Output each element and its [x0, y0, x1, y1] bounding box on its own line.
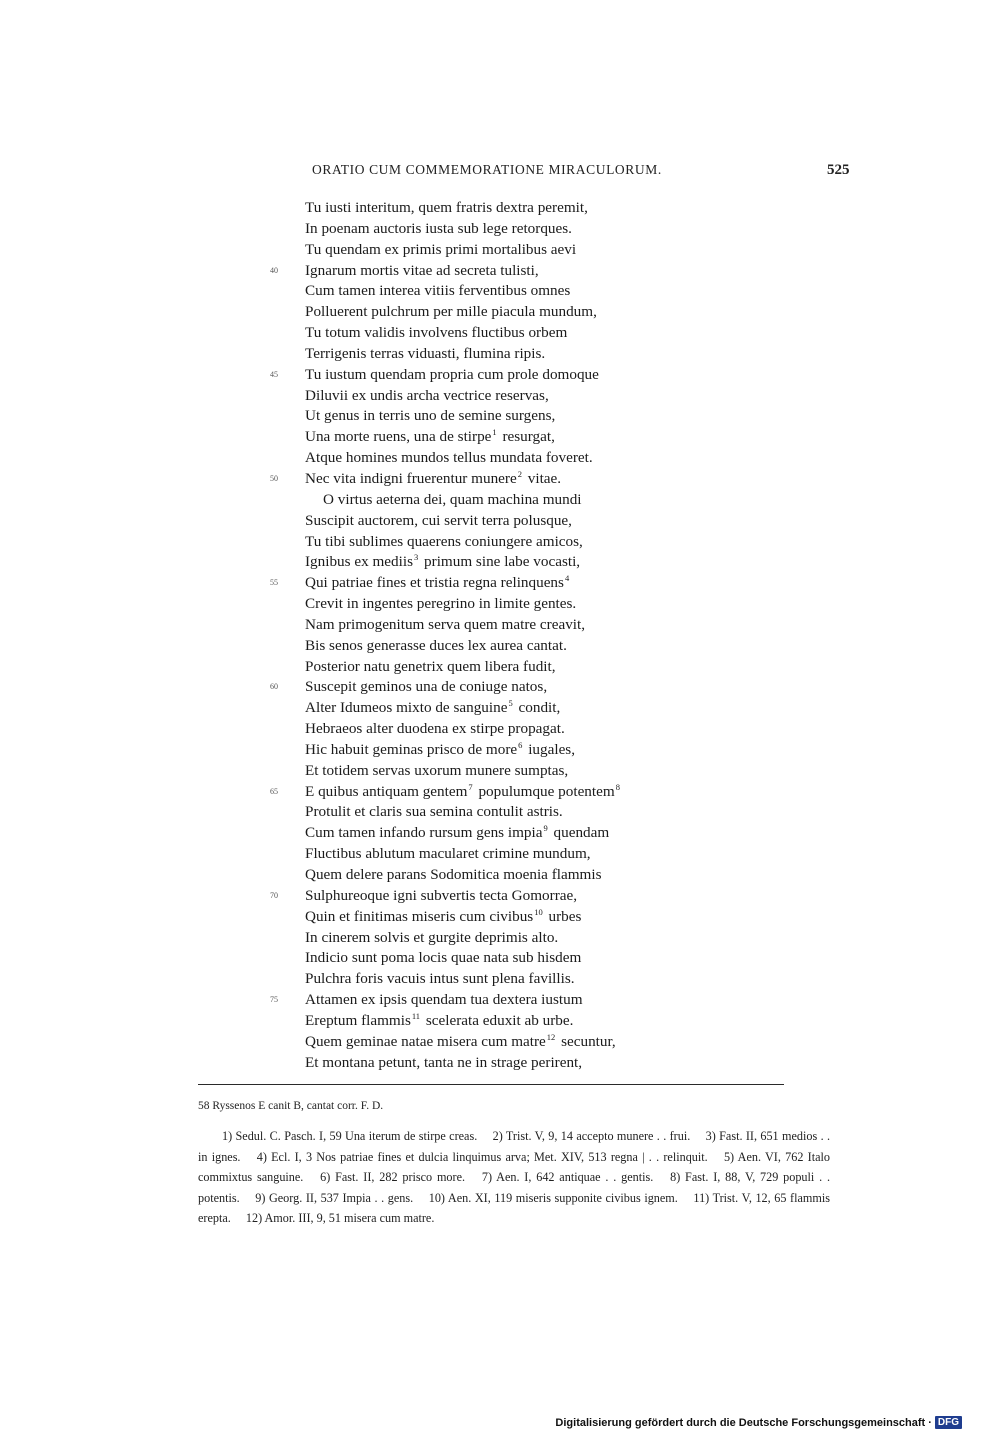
- verse-text: Terrigenis terras viduasti, flumina ripis.: [305, 344, 546, 362]
- footnote-ref: 7: [468, 781, 473, 792]
- footnote: 12) Amor. III, 9, 51 misera cum matre.: [245, 1211, 435, 1226]
- footnote-separator: [198, 1084, 784, 1085]
- verse-line: [270, 719, 790, 740]
- footnote: 8) Fast. I, 88, V, 729 populi . . potentis.: [198, 1170, 830, 1205]
- verse-text: Indicio sunt poma locis quae nata sub hisdem: [305, 949, 582, 967]
- verse-line: [270, 302, 790, 323]
- verse-line: [270, 1032, 790, 1053]
- verse-text: Cum tamen interea vitiis ferventibus omnes: [305, 282, 571, 300]
- footnote-ref: 8: [615, 781, 620, 792]
- verse-text: Hic habuit geminas prisco de more: [305, 740, 518, 758]
- line-number: 75: [270, 995, 278, 1005]
- verse-line: [270, 740, 790, 761]
- verse-line: [270, 323, 790, 344]
- footnote-ref: 9: [543, 823, 548, 834]
- verse-text: In poenam auctoris iusta sub lege retorques.: [305, 219, 572, 237]
- verse-line: [270, 406, 790, 427]
- verse-text: Ereptum flammis: [305, 1011, 411, 1029]
- verse-line: [270, 573, 790, 594]
- verse-line: [270, 448, 790, 469]
- line-number: 45: [270, 369, 278, 379]
- verse-text: O virtus aeterna dei, quam machina mundi: [323, 490, 582, 508]
- verse-text: Fluctibus ablutum macularet crimine mundum,: [305, 845, 591, 863]
- footnote-ref: 10: [534, 906, 543, 917]
- verse-text: Tu iustum quendam propria cum prole domoque: [305, 365, 599, 383]
- digitization-credit: Digitalisierung gefördert durch die Deutsche Forschungsgemeinschaft · DFG: [555, 1416, 962, 1429]
- verse-line: [270, 552, 790, 573]
- verse-text: Alter Idumeos mixto de sanguine: [305, 699, 508, 717]
- verse-line: [270, 219, 790, 240]
- verse-text: Quin et finitimas miseris cum civibus: [305, 907, 534, 925]
- verse-text: secuntur,: [557, 1032, 616, 1050]
- verse-line: [270, 615, 790, 636]
- verse-text: Ignarum mortis vitae ad secreta tulisti,: [305, 261, 539, 279]
- verse-line: [270, 990, 790, 1011]
- verse-line: [270, 198, 790, 219]
- verse-line: [270, 657, 790, 678]
- verse-line: [270, 969, 790, 990]
- verse-line: [270, 511, 790, 532]
- verse-text: Ignibus ex mediis: [305, 553, 413, 571]
- verse-text: Cum tamen infando rursum gens impia: [305, 824, 543, 842]
- verse-text: Sulphureoque igni subvertis tecta Gomorrae,: [305, 886, 578, 904]
- footnote-ref: 1: [492, 427, 497, 438]
- footnote: 10) Aen. XI, 119 miseris supponite civibus ignem.: [428, 1190, 678, 1205]
- verse-line: [270, 427, 790, 448]
- footnote: 9) Georg. II, 537 Impia . . gens.: [255, 1190, 414, 1205]
- verse-line: [270, 928, 790, 949]
- poem-text: [270, 198, 790, 1073]
- verse-line: [270, 490, 790, 511]
- footnote: 1) Sedul. C. Pasch. I, 59 Una iterum de stirpe creas.: [222, 1129, 478, 1143]
- footnote-ref: 5: [508, 698, 513, 709]
- verse-text: Atque homines mundos tellus mundata foveret.: [305, 449, 593, 467]
- dfg-logo: DFG: [935, 1416, 962, 1429]
- footnote-ref: 2: [517, 468, 522, 479]
- verse-text: Nec vita indigni fruerentur munere: [305, 469, 517, 487]
- verse-line: [270, 386, 790, 407]
- footnote: 5) Aen. VI, 762 Italo commixtus sanguine.: [198, 1149, 830, 1185]
- verse-text: Pulchra foris vacuis intus sunt plena favillis.: [305, 970, 575, 988]
- footnote: 6) Fast. II, 282 prisco more.: [320, 1170, 466, 1185]
- footnote: 7) Aen. I, 642 antiquae . . gentis.: [481, 1170, 654, 1185]
- verse-text: Et montana petunt, tanta ne in strage perirent,: [305, 1053, 583, 1071]
- verse-text: Attamen ex ipsis quendam tua dextera iustum: [305, 991, 583, 1009]
- verse-text: Hebraeos alter duodena ex stirpe propagat.: [305, 720, 565, 738]
- verse-text: Qui patriae fines et tristia regna relinquens: [305, 574, 564, 592]
- footnote: 3) Fast. II, 651 medios . . in ignes.: [198, 1129, 831, 1164]
- verse-line: [270, 698, 790, 719]
- footnote-ref: 4: [564, 573, 570, 584]
- verse-text: condit,: [514, 699, 561, 717]
- verse-line: [270, 782, 790, 803]
- verse-line: [270, 636, 790, 657]
- verse-text: Una morte ruens, una de stirpe: [305, 428, 492, 446]
- verse-line: [270, 240, 790, 261]
- verse-line: [270, 281, 790, 302]
- verse-line: [270, 1011, 790, 1032]
- verse-text: primum sine labe vocasti,: [420, 553, 581, 571]
- verse-text: E quibus antiquam gentem: [305, 782, 468, 800]
- footnote: 2) Trist. V, 9, 14 accepto munere . . frui.: [492, 1129, 691, 1143]
- verse-text: Quem geminae natae misera cum matre: [305, 1032, 546, 1050]
- verse-text: Ut genus in terris uno de semine surgens,: [305, 407, 556, 425]
- footnote: 4) Ecl. I, 3 Nos patriae fines et dulcia linquimus arva; Met. XIV, 513 regna | . . relinquit.: [256, 1149, 708, 1164]
- verse-text: iugales,: [524, 740, 576, 758]
- verse-text: quendam: [549, 824, 610, 842]
- verse-text: Quem delere parans Sodomitica moenia flammis: [305, 866, 602, 883]
- digitization-credit-text: Digitalisierung gefördert durch die Deutsche Forschungsgemeinschaft: [555, 1416, 926, 1429]
- verse-line: [270, 844, 790, 865]
- verse-line: [270, 365, 790, 386]
- footnote-ref: 6: [518, 739, 523, 750]
- verse-text: In cinerem solvis et gurgite deprimis alto.: [305, 928, 559, 946]
- footnote-ref: 11: [411, 1010, 421, 1021]
- line-number: 65: [270, 786, 278, 796]
- verse-text: Protulit et claris sua semina contulit astris.: [305, 803, 563, 821]
- verse-line: [270, 261, 790, 282]
- line-number: 60: [270, 682, 278, 692]
- verse-text: Tu totum validis involvens fluctibus orbem: [305, 324, 568, 342]
- verse-text: Et totidem servas uxorum munere sumptas,: [305, 761, 569, 779]
- footnote-ref: 3: [414, 552, 419, 563]
- verse-text: scelerata eduxit ab urbe.: [422, 1011, 574, 1029]
- verse-text: Crevit in ingentes peregrino in limite gentes.: [305, 595, 577, 613]
- critical-apparatus: 58 Ryssenos E canit B, cantat corr. F. D.: [198, 1100, 384, 1112]
- verse-text: Bis senos generasse duces lex aurea cantat.: [305, 636, 567, 654]
- footnotes: [198, 1126, 830, 1229]
- verse-text: Polluerent pulchrum per mille piacula mundum,: [305, 303, 597, 321]
- running-title: ORATIO CUM COMMEMORATIONE MIRACULORUM.: [312, 162, 662, 177]
- verse-line: [270, 907, 790, 928]
- verse-line: [270, 865, 790, 886]
- verse-text: Suscepit geminos una de coniuge natos,: [305, 678, 548, 696]
- verse-line: [270, 802, 790, 823]
- footnote-ref: 12: [546, 1031, 556, 1042]
- verse-text: Diluvii ex undis archa vectrice reservas,: [305, 386, 549, 404]
- verse-text: resurgat,: [498, 428, 555, 446]
- line-number: 40: [270, 265, 278, 275]
- verse-line: [270, 594, 790, 615]
- verse-line: [270, 344, 790, 365]
- verse-text: vitae.: [523, 469, 562, 487]
- verse-line: [270, 1053, 790, 1074]
- line-number: 70: [270, 890, 278, 900]
- verse-text: urbes: [544, 907, 582, 925]
- verse-line: [270, 761, 790, 782]
- verse-text: Tu tibi sublimes quaerens coniungere amicos,: [305, 532, 583, 550]
- verse-text: Posterior natu genetrix quem libera fudit,: [305, 657, 556, 675]
- verse-text: Tu quendam ex primis primi mortalibus aevi: [305, 240, 577, 258]
- verse-line: [270, 677, 790, 698]
- verse-line: [270, 469, 790, 490]
- verse-line: [270, 532, 790, 553]
- verse-line: [270, 823, 790, 844]
- verse-text: Tu iusti interitum, quem fratris dextra peremit,: [305, 199, 588, 216]
- verse-line: [270, 948, 790, 969]
- footnote: 11) Trist. V, 12, 65 flammis erepta.: [198, 1190, 830, 1226]
- verse-line: [270, 886, 790, 907]
- line-number: 55: [270, 578, 278, 588]
- verse-text: Suscipit auctorem, cui servit terra polusque,: [305, 511, 572, 529]
- page-number: 525: [827, 162, 850, 178]
- verse-text: populumque potentem: [474, 782, 615, 800]
- verse-text: Nam primogenitum serva quem matre creavit,: [305, 615, 586, 633]
- line-number: 50: [270, 473, 278, 483]
